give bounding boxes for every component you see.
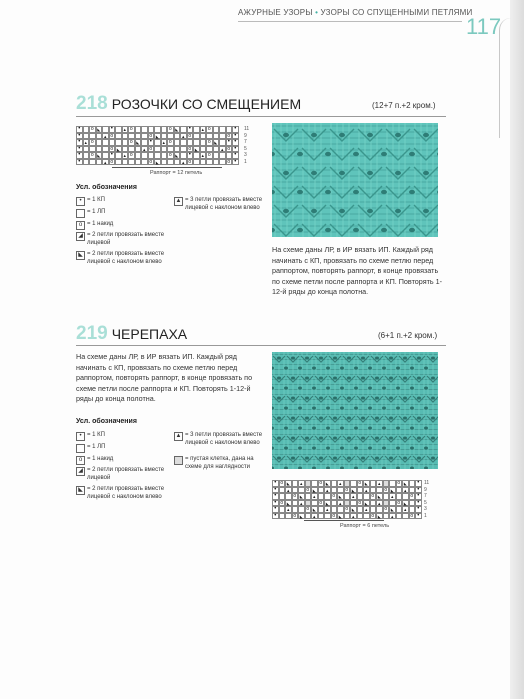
pattern-219-rule (76, 345, 446, 346)
pattern-219-name: ЧЕРЕПАХА (111, 326, 188, 342)
pattern-219-row-numbers (424, 480, 429, 519)
pattern-218-number: 218 (76, 93, 108, 114)
legend-item (174, 197, 265, 212)
pattern-218-title (76, 93, 301, 115)
header-section: АЖУРНЫЕ УЗОРЫ (238, 8, 313, 17)
row-number: 11 (424, 480, 430, 486)
pattern-218-rule (76, 116, 446, 117)
legend-text: = 1 ЛП (87, 444, 106, 450)
legend-text: = 2 петли провязать вместе лицевой с наклоном влево (87, 486, 165, 500)
knit-icon (76, 209, 85, 218)
pattern-219-legend-title: Усл. обозначения (76, 418, 137, 425)
pattern-218-description: На схеме даны ЛР, в ИР вязать ИП. Каждый ряд начинать с КП, провязать по схеме петлю перед раппортом, повторять раппорт, в конце провязать по схеме петли после раппорта и КП. Повторять 1-12-й ряды до конца полотна. (272, 245, 443, 297)
page-curl (499, 18, 516, 138)
legend-text: = 2 петли провязать вместе лицевой (87, 232, 165, 246)
ssk-icon: ◣ (76, 251, 85, 260)
pattern-219-repeat-bracket (304, 520, 384, 521)
running-header (238, 6, 473, 22)
row-number: 7 (424, 493, 427, 499)
legend-text: = 1 КП (87, 432, 105, 438)
legend-text: = пустая клетка, дана на схеме для наглядности (185, 456, 254, 470)
row-number: 11 (244, 126, 250, 132)
pattern-218-photo (272, 123, 438, 237)
knit-icon (76, 444, 85, 453)
legend-item (76, 486, 167, 501)
legend-item (76, 467, 167, 482)
k3tog-icon: ▲ (175, 198, 182, 204)
header-separator: • (315, 8, 319, 17)
k3tog-icon: ▲ (175, 433, 182, 439)
header-subsection: УЗОРЫ СО СПУЩЕННЫМИ ПЕТЛЯМИ (320, 8, 473, 17)
pattern-218-repeat-bracket (112, 167, 222, 168)
purl-icon: • (76, 197, 85, 206)
legend-text: = 3 петли провязать вместе лицевой с наклоном влево (185, 197, 263, 211)
yarn-over-icon: o (76, 456, 85, 465)
row-number: 1 (244, 158, 247, 165)
legend-text: = 1 накид (87, 221, 114, 227)
legend-text: = 1 КП (87, 197, 105, 203)
pattern-218-row-numbers (244, 126, 249, 165)
legend-text: = 3 петли провязать вместе лицевой с наклоном влево (185, 432, 263, 446)
chart-grid (76, 126, 239, 165)
pattern-218-sizing: (12+7 п.+2 кром.) (372, 101, 436, 110)
row-number: 9 (244, 132, 247, 139)
legend-item (76, 221, 167, 230)
legend-item (76, 197, 167, 206)
legend-item (174, 432, 265, 447)
legend-item (76, 456, 167, 465)
pattern-219-description: На схеме даны ЛР, в ИР вязать ИП. Каждый ряд начинать с КП, провязать по схеме петлю перед раппортом, повторять раппорт, в конце провязать по схеме петли после раппорта и КП. Повторять 1-12-й ряды до конца полотна. (76, 352, 253, 404)
legend-item (76, 444, 167, 453)
chart-grid (272, 480, 422, 519)
yarn-over-icon: o (76, 221, 85, 230)
legend-item (76, 209, 167, 218)
pattern-218-repeat: Раппорт = 12 петель (150, 170, 203, 176)
legend-text: = 1 ЛП (87, 209, 106, 215)
k2tog-icon: ◢ (76, 232, 85, 241)
pattern-218-legend-title: Усл. обозначения (76, 184, 137, 191)
chart-cell (232, 159, 239, 166)
legend-item (76, 432, 167, 441)
empty-cell-icon (174, 456, 183, 465)
purl-icon: • (76, 432, 85, 441)
page-number: 117 (466, 14, 502, 39)
row-number: 7 (244, 139, 247, 145)
chart-cell (415, 513, 422, 520)
legend-text: = 1 накид (87, 456, 114, 462)
pattern-219-sizing: (6+1 п.+2 кром.) (378, 331, 438, 340)
row-number: 3 (244, 152, 247, 158)
ssk-icon: ◣ (76, 486, 85, 495)
pattern-218-name: РОЗОЧКИ СО СМЕЩЕНИЕМ (111, 96, 302, 112)
pattern-219-title (76, 323, 187, 345)
row-number: 5 (244, 145, 247, 152)
legend-text: = 2 петли провязать вместе лицевой (87, 467, 165, 481)
pattern-219-repeat: Раппорт = 6 петель (340, 523, 390, 529)
row-number: 9 (424, 486, 427, 493)
legend-item (76, 251, 167, 266)
legend-item (174, 456, 265, 471)
pattern-218-chart (76, 126, 239, 165)
row-number: 1 (424, 512, 427, 519)
legend-item (76, 232, 167, 247)
row-number: 5 (424, 499, 427, 506)
legend-text: = 2 петли провязать вместе лицевой с наклоном влево (87, 251, 165, 265)
pattern-219-number: 219 (76, 323, 108, 344)
pattern-219-chart (272, 480, 422, 519)
pattern-219-photo (272, 352, 438, 469)
row-number: 3 (424, 506, 427, 512)
k2tog-icon: ◢ (76, 467, 85, 476)
